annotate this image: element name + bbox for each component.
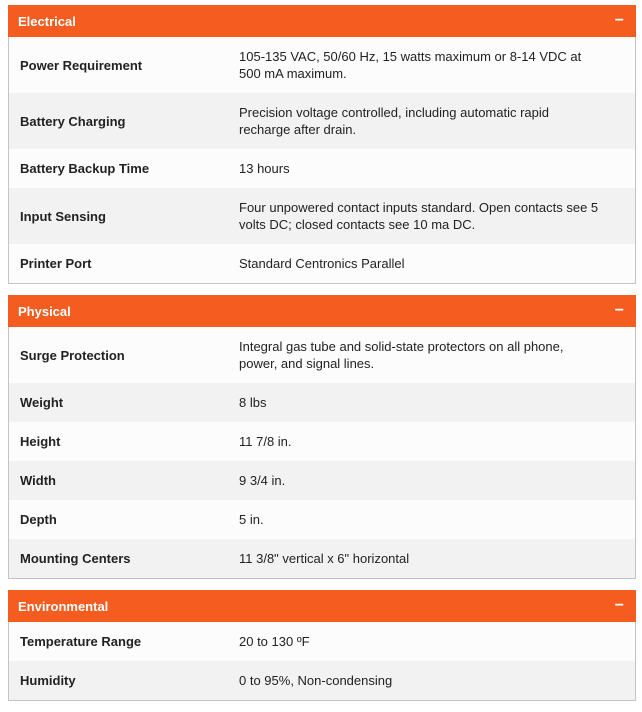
spec-value: Integral gas tube and solid-state protectors on all phone, power, and signal lines. xyxy=(239,339,564,371)
spec-table xyxy=(9,622,635,700)
spec-value: 20 to 130 ºF xyxy=(239,634,310,649)
spec-row xyxy=(9,622,635,661)
spec-row xyxy=(9,149,635,188)
spec-label: Mounting Centers xyxy=(20,551,131,566)
spec-row xyxy=(9,93,635,149)
spec-value: 11 7/8 in. xyxy=(239,434,292,449)
spec-value: Standard Centronics Parallel xyxy=(239,256,405,271)
spec-table xyxy=(9,327,635,578)
spec-label: Width xyxy=(20,473,56,488)
spec-value: 0 to 95%, Non-condensing xyxy=(239,673,393,688)
spec-value: 9 3/4 in. xyxy=(239,473,286,488)
spec-label: Printer Port xyxy=(20,256,92,271)
section-title: Environmental xyxy=(18,598,109,614)
spec-label: Surge Protection xyxy=(20,347,125,363)
spec-row xyxy=(9,461,635,500)
spec-row xyxy=(9,661,635,700)
collapse-icon[interactable]: − xyxy=(614,302,624,319)
spec-value: 11 3/8" vertical x 6" horizontal xyxy=(239,551,410,566)
spec-row xyxy=(9,327,635,383)
section-header[interactable] xyxy=(8,295,636,327)
spec-value: 5 in. xyxy=(239,512,264,527)
spec-value: 105-135 VAC, 50/60 Hz, 15 watts maximum or 8-14 VDC at 500 mA maximum. xyxy=(239,49,582,81)
collapse-icon[interactable]: − xyxy=(614,597,624,614)
spec-row xyxy=(9,539,635,578)
spec-label: Depth xyxy=(20,512,57,527)
spec-row xyxy=(9,422,635,461)
spec-label: Temperature Range xyxy=(20,634,142,649)
spec-value: 13 hours xyxy=(239,161,290,176)
spec-label: Battery Backup Time xyxy=(20,161,150,176)
section-header[interactable] xyxy=(8,590,636,622)
spec-row xyxy=(9,244,635,283)
spec-row xyxy=(9,383,635,422)
spec-table xyxy=(9,37,635,283)
spec-label: Battery Charging xyxy=(20,113,126,129)
collapse-icon[interactable]: − xyxy=(614,12,624,29)
section-environmental xyxy=(8,590,636,701)
spec-row xyxy=(9,37,635,93)
section-header[interactable] xyxy=(8,5,636,37)
spec-value: 8 lbs xyxy=(239,395,267,410)
section-title: Physical xyxy=(18,303,71,319)
section-title: Electrical xyxy=(18,13,76,29)
spec-label: Humidity xyxy=(20,673,76,688)
spec-label: Weight xyxy=(20,395,64,410)
section-electrical xyxy=(8,5,636,284)
section-physical xyxy=(8,295,636,579)
spec-label: Input Sensing xyxy=(20,208,106,224)
spec-label: Power Requirement xyxy=(20,57,143,73)
spec-value: Precision voltage controlled, including automatic rapid recharge after drain. xyxy=(239,105,550,137)
spec-label: Height xyxy=(20,434,61,449)
spec-row xyxy=(9,500,635,539)
spec-row xyxy=(9,188,635,244)
spec-value: Four unpowered contact inputs standard. Open contacts see 5 volts DC; closed contacts see 10 ma DC. xyxy=(239,200,599,232)
